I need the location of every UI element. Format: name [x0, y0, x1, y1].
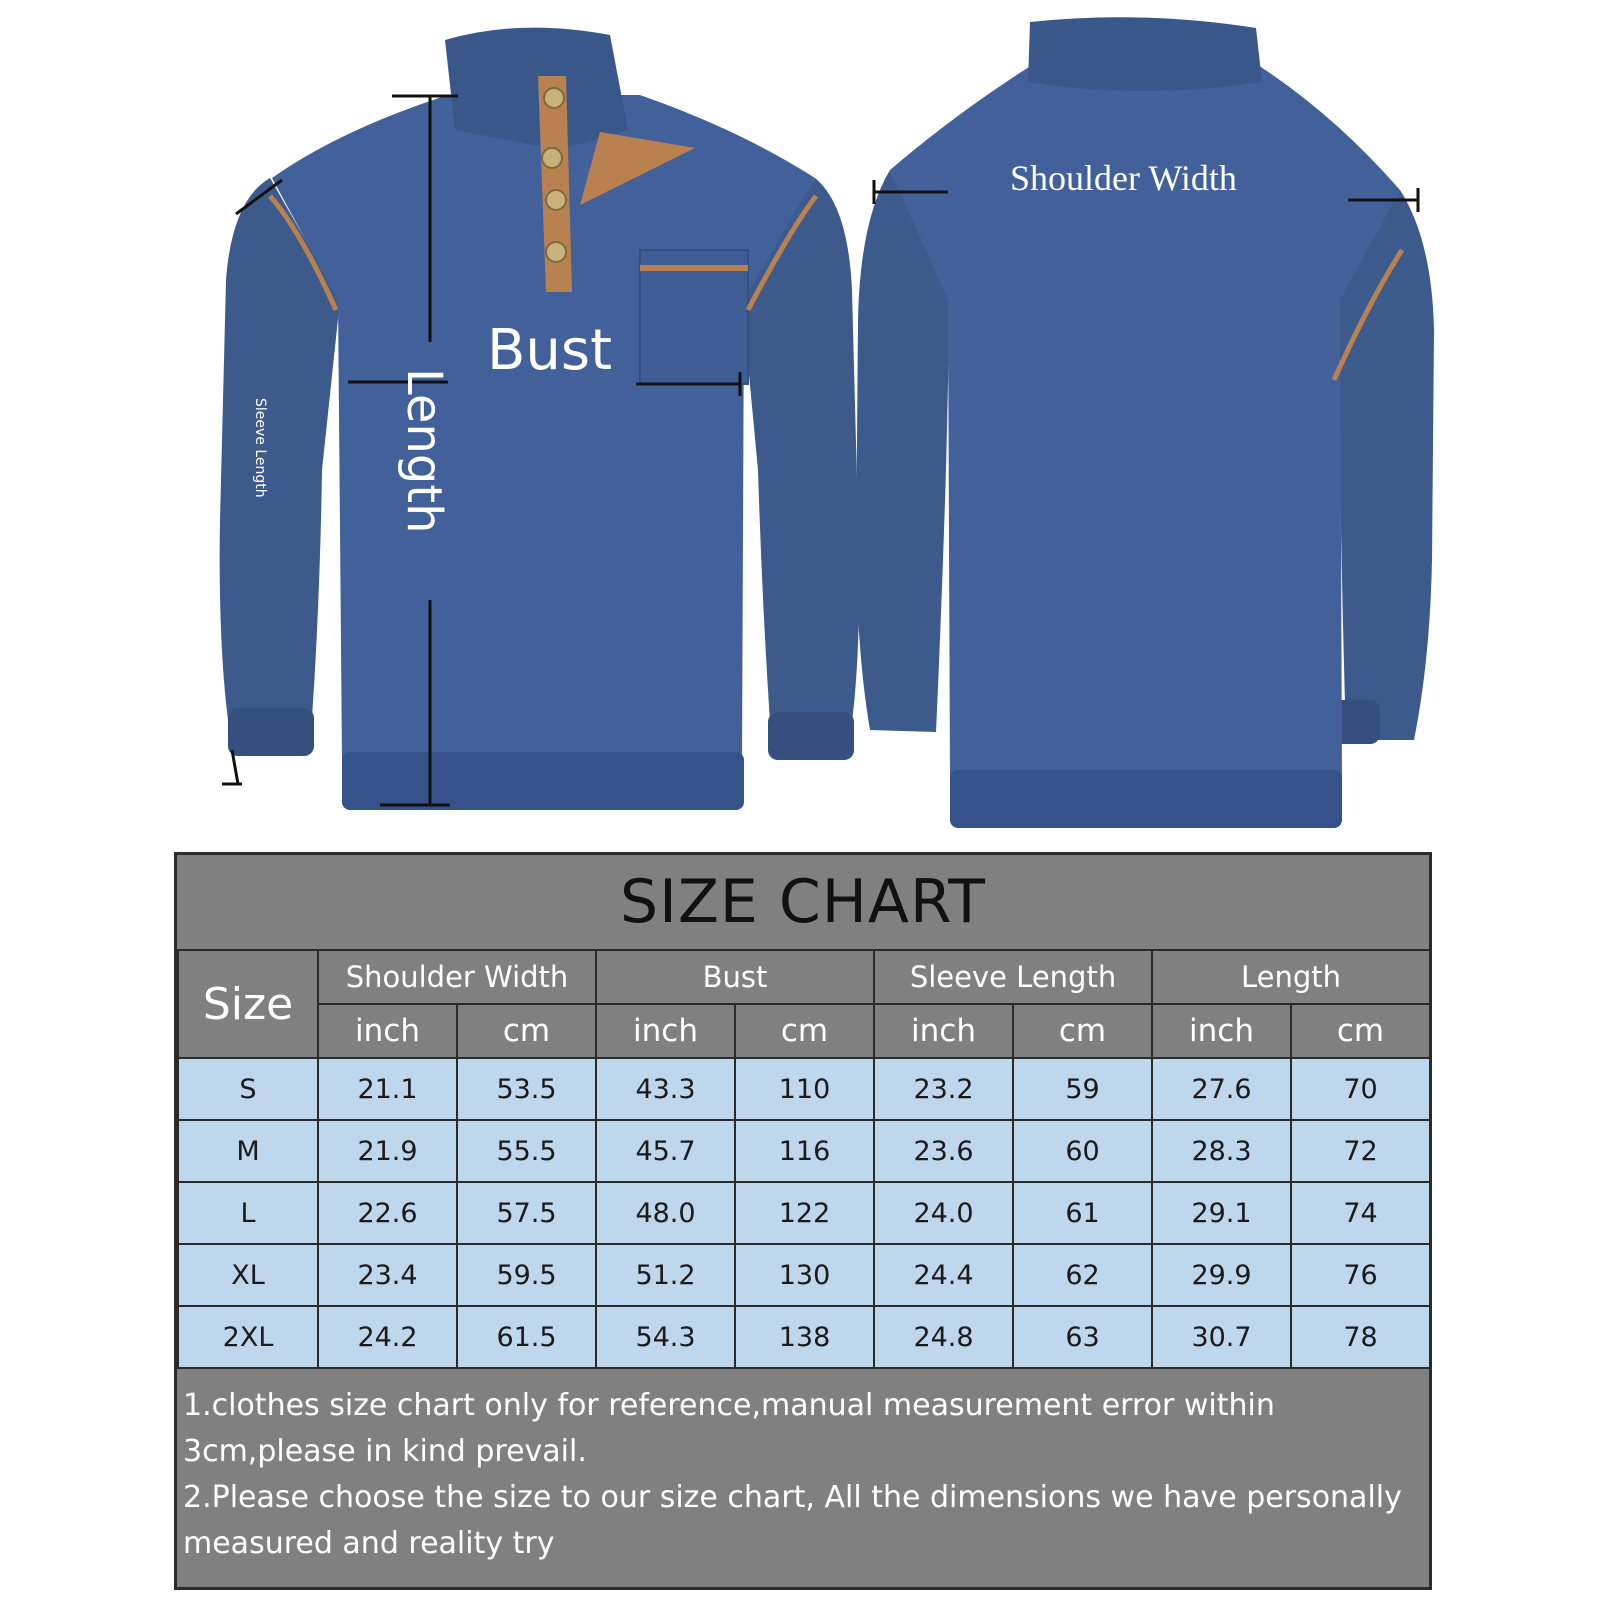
unit-header: cm [735, 1004, 874, 1058]
value-cell: 61.5 [457, 1306, 596, 1368]
unit-header: cm [457, 1004, 596, 1058]
group-header: Shoulder Width [318, 950, 596, 1004]
unit-header: inch [1152, 1004, 1291, 1058]
group-header: Length [1152, 950, 1430, 1004]
value-cell: 59 [1013, 1058, 1152, 1120]
table-row [178, 1306, 1430, 1368]
shoulder-width-label: Shoulder Width [1010, 158, 1237, 198]
value-cell: 54.3 [596, 1306, 735, 1368]
unit-header: cm [1291, 1004, 1430, 1058]
table-row [178, 1182, 1430, 1244]
value-cell: 78 [1291, 1306, 1430, 1368]
value-cell: 21.9 [318, 1120, 457, 1182]
front-sweatshirt [220, 28, 859, 810]
value-cell: 24.2 [318, 1306, 457, 1368]
size-column-header: Size [178, 950, 318, 1058]
note-text: 1.clothes size chart only for reference,manual measurement error within 3cm,please in kind prevail. [183, 1388, 1275, 1469]
bust-label: Bust [487, 318, 613, 383]
value-cell: 57.5 [457, 1182, 596, 1244]
value-cell: 130 [735, 1244, 874, 1306]
value-cell: 29.1 [1152, 1182, 1291, 1244]
value-cell: 28.3 [1152, 1120, 1291, 1182]
value-cell: 61 [1013, 1182, 1152, 1244]
back-sweatshirt [856, 17, 1434, 828]
value-cell: 21.1 [318, 1058, 457, 1120]
value-cell: 63 [1013, 1306, 1152, 1368]
value-cell: 27.6 [1152, 1058, 1291, 1120]
unit-header: inch [874, 1004, 1013, 1058]
value-cell: 72 [1291, 1120, 1430, 1182]
value-cell: 24.4 [874, 1244, 1013, 1306]
group-header: Bust [596, 950, 874, 1004]
value-cell: 76 [1291, 1244, 1430, 1306]
value-cell: 60 [1013, 1120, 1152, 1182]
value-cell: 55.5 [457, 1120, 596, 1182]
value-cell: 53.5 [457, 1058, 596, 1120]
value-cell: 43.3 [596, 1058, 735, 1120]
value-cell: 24.0 [874, 1182, 1013, 1244]
value-cell: 48.0 [596, 1182, 735, 1244]
size-cell: M [178, 1120, 318, 1182]
value-cell: 110 [735, 1058, 874, 1120]
size-chart [174, 852, 1432, 1590]
value-cell: 22.6 [318, 1182, 457, 1244]
sleeve-length-label: Sleeve Length [252, 398, 268, 498]
size-notes [183, 1383, 1423, 1567]
unit-header: inch [596, 1004, 735, 1058]
value-cell: 116 [735, 1120, 874, 1182]
value-cell: 122 [735, 1182, 874, 1244]
value-cell: 62 [1013, 1244, 1152, 1306]
group-header-row [178, 950, 1430, 1004]
value-cell: 23.2 [874, 1058, 1013, 1120]
value-cell: 70 [1291, 1058, 1430, 1120]
group-header: Sleeve Length [874, 950, 1152, 1004]
value-cell: 23.6 [874, 1120, 1013, 1182]
size-cell: XL [178, 1244, 318, 1306]
note-text: 2.Please choose the size to our size chart, All the dimensions we have personally measured and reality try [183, 1480, 1402, 1561]
length-label: Length [396, 368, 452, 534]
table-row [178, 1120, 1430, 1182]
unit-header: cm [1013, 1004, 1152, 1058]
value-cell: 51.2 [596, 1244, 735, 1306]
value-cell: 138 [735, 1306, 874, 1368]
value-cell: 74 [1291, 1182, 1430, 1244]
table-row [178, 1058, 1430, 1120]
value-cell: 45.7 [596, 1120, 735, 1182]
value-cell: 23.4 [318, 1244, 457, 1306]
value-cell: 29.9 [1152, 1244, 1291, 1306]
table-row [178, 1244, 1430, 1306]
unit-header: inch [318, 1004, 457, 1058]
value-cell: 24.8 [874, 1306, 1013, 1368]
value-cell: 59.5 [457, 1244, 596, 1306]
value-cell: 30.7 [1152, 1306, 1291, 1368]
size-table [177, 949, 1431, 1369]
size-cell: L [178, 1182, 318, 1244]
size-cell: 2XL [178, 1306, 318, 1368]
chart-title: SIZE CHART [620, 867, 986, 937]
unit-header-row [178, 1004, 1430, 1058]
size-cell: S [178, 1058, 318, 1120]
